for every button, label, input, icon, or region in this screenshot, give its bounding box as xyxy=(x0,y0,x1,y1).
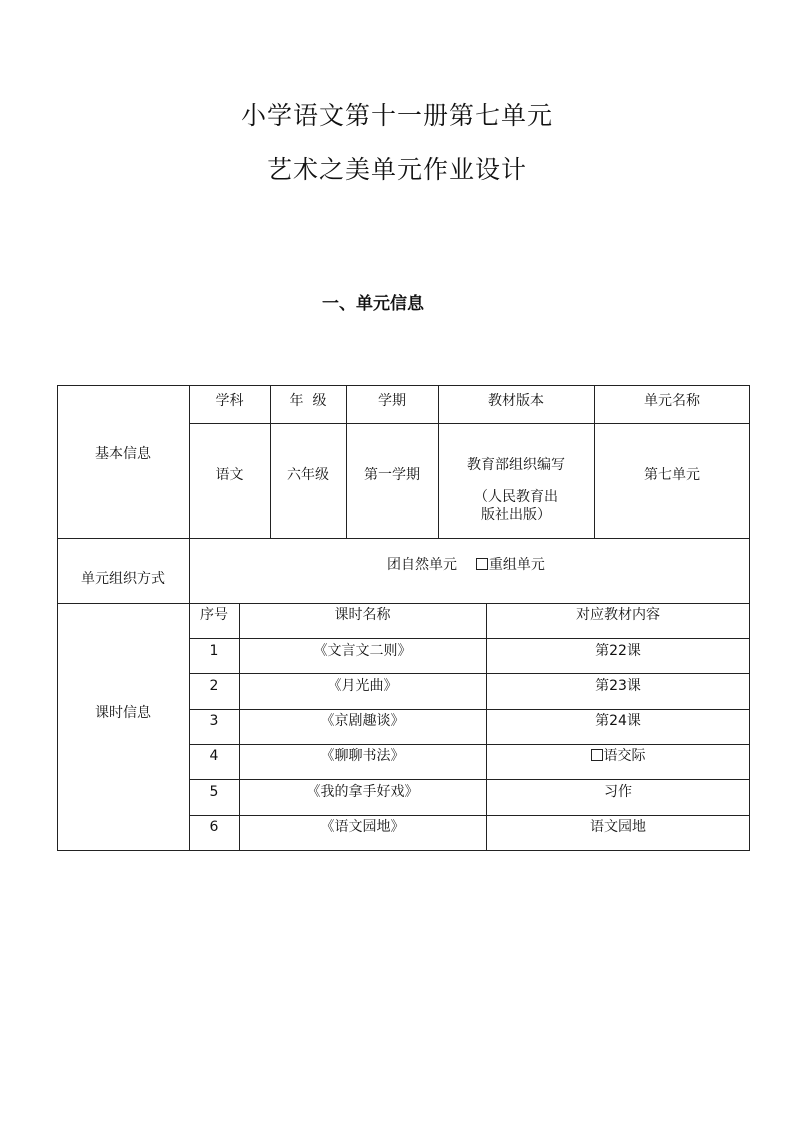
table-rule xyxy=(189,779,750,780)
lesson-name: 《我的拿手好戏》 xyxy=(306,784,419,800)
regroup-unit-checkbox[interactable] xyxy=(476,558,488,570)
lesson-number: 6 xyxy=(209,819,219,835)
lesson-number: 1 xyxy=(209,643,219,659)
lesson-info-label: 课时信息 xyxy=(95,705,151,721)
document-title: 小学语文第十一册第七单元 xyxy=(240,101,553,130)
table-rule xyxy=(189,744,750,745)
lesson-content: 第22课 xyxy=(595,643,641,659)
table-rule xyxy=(57,538,750,539)
lesson-header-number: 序号 xyxy=(200,607,228,623)
section-heading: 一、单元信息 xyxy=(322,294,424,314)
table-rule xyxy=(189,423,750,424)
edition-line-2: （人民教育出 xyxy=(474,489,558,505)
table-rule xyxy=(189,815,750,816)
document-subtitle: 艺术之美单元作业设计 xyxy=(266,155,527,184)
header-unit-name: 单元名称 xyxy=(644,393,700,409)
natural-unit-label: 自然单元 xyxy=(401,557,457,573)
header-subject: 学科 xyxy=(215,393,244,409)
lesson-name: 《月光曲》 xyxy=(327,678,398,694)
lesson-content: 第23课 xyxy=(595,678,641,694)
semester-value: 第一学期 xyxy=(364,467,420,483)
lesson-content-text: 语交际 xyxy=(603,748,646,764)
grade-value: 六年级 xyxy=(287,467,329,483)
table-rule xyxy=(189,673,750,674)
edition-line-1: 教育部组织编写 xyxy=(467,457,565,473)
table-rule xyxy=(189,709,750,710)
lesson-number: 3 xyxy=(209,713,219,729)
lesson-content xyxy=(486,748,750,765)
unit-name-value: 第七单元 xyxy=(644,467,700,483)
header-semester: 学期 xyxy=(378,393,406,409)
organization-options xyxy=(387,557,545,574)
header-grade: 年 级 xyxy=(289,393,327,409)
lesson-number: 4 xyxy=(209,748,219,764)
lesson-name: 《京剧趣谈》 xyxy=(320,713,405,729)
table-rule xyxy=(189,638,750,639)
lesson-header-content: 对应教材内容 xyxy=(576,607,660,623)
lesson-name: 《聊聊书法》 xyxy=(320,748,405,764)
subject-value: 语文 xyxy=(215,467,244,483)
lesson-header-name: 课时名称 xyxy=(334,607,391,623)
basic-info-label: 基本信息 xyxy=(95,446,151,462)
natural-unit-checked-mark[interactable]: 团 xyxy=(387,557,401,573)
lesson-number: 5 xyxy=(209,784,219,800)
lesson-content: 习作 xyxy=(604,784,632,800)
oral-communication-box xyxy=(591,749,603,761)
unit-info-table xyxy=(57,385,750,851)
edition-line-3: 版社出版） xyxy=(481,507,551,523)
lesson-content: 第24课 xyxy=(595,713,641,729)
lesson-content: 语文园地 xyxy=(590,819,646,835)
organization-label: 单元组织方式 xyxy=(81,571,165,587)
regroup-unit-label: 重组单元 xyxy=(488,557,545,573)
header-edition: 教材版本 xyxy=(488,393,544,409)
table-rule xyxy=(57,603,750,604)
lesson-number: 2 xyxy=(209,678,219,694)
table-rule xyxy=(57,850,750,851)
lesson-name: 《语文园地》 xyxy=(320,819,405,835)
table-rule xyxy=(57,385,750,386)
lesson-name: 《文言文二则》 xyxy=(313,643,412,659)
